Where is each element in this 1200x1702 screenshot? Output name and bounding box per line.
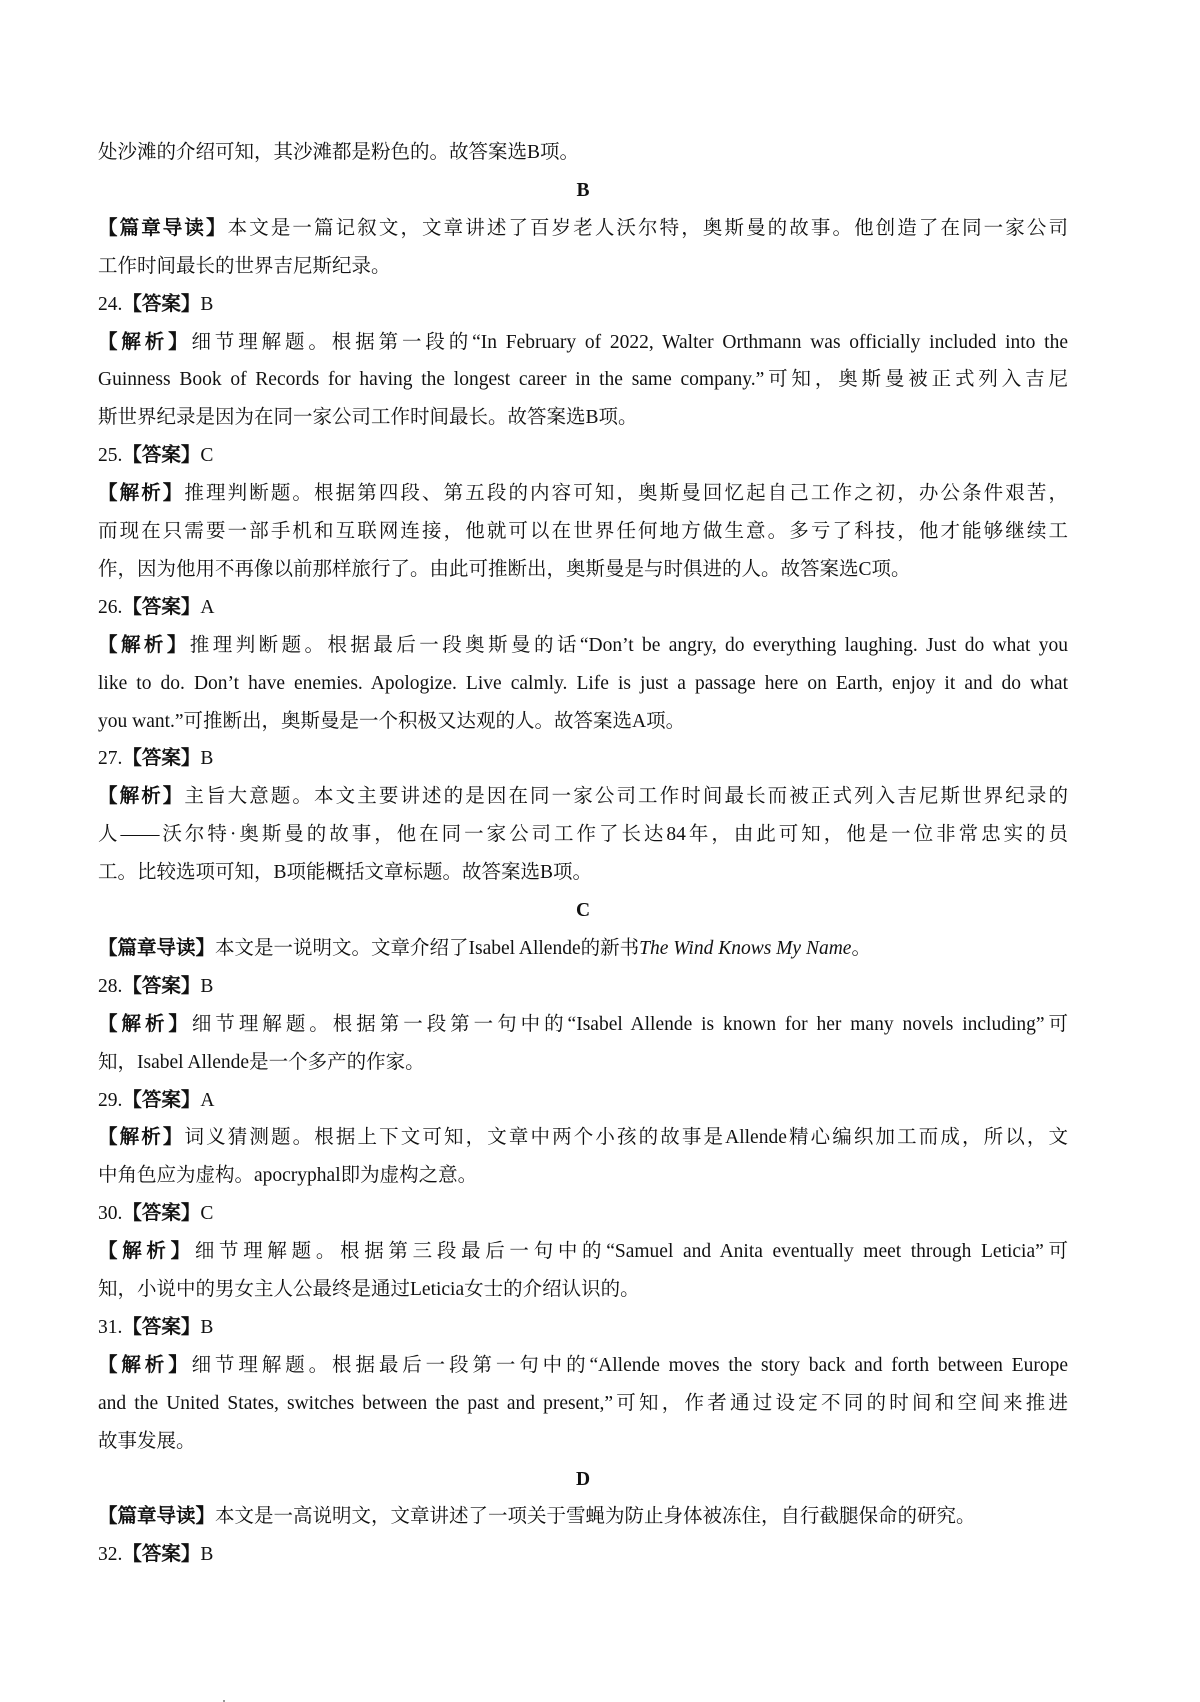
text-segment: 29. (98, 1089, 123, 1111)
text-line (98, 744, 1068, 774)
text-line (98, 820, 1068, 850)
label-bold: 【答案】 (122, 1089, 201, 1111)
text-line (98, 1199, 1068, 1229)
text-line (98, 1313, 1068, 1343)
text-line (98, 365, 1068, 395)
text-line (98, 517, 1068, 547)
text-segment: and the United States, switches between the past and present,”可知，作者通过设定不同的时间和空间来推进 (98, 1392, 1068, 1414)
text-line (98, 593, 1068, 623)
text-line (98, 479, 1068, 509)
text-line (98, 138, 1068, 168)
text-line (98, 631, 1068, 661)
text-segment: 人——沃尔特·奥斯曼的故事，他在同一家公司工作了长达84年，由此可知，他是一位非常忠实的员 (98, 824, 1068, 846)
section-heading (98, 176, 1068, 206)
text-line (98, 252, 1068, 282)
label-bold: 【篇章导读】 (98, 1506, 216, 1528)
text-line (98, 441, 1068, 471)
text-segment: 主旨大意题。本文主要讲述的是因在同一家公司工作时间最长而被正式列入吉尼斯世界纪录的 (184, 786, 1068, 808)
text-segment: 词义猜测题。根据上下文可知，文章中两个小孩的故事是Allende精心编织加工而成，所以，文 (184, 1127, 1068, 1149)
text-segment: 24. (98, 293, 123, 315)
text-segment: 故事发展。 (98, 1430, 196, 1452)
text-segment: 细节理解题。根据第一段的“In February of 2022, Walter Orthmann was officially included into the (191, 331, 1068, 353)
label-bold: 【解析】 (98, 331, 192, 353)
text-line (98, 328, 1068, 358)
text-segment: 25. (98, 445, 123, 467)
text-line (98, 1540, 1068, 1570)
text-segment: B (200, 293, 214, 315)
text-segment: 本文是一说明文。文章介绍了Isabel Allende的新书 (215, 937, 640, 959)
text-segment: 作，因为他用不再像以前那样旅行了。由此可推断出，奥斯曼是与时俱进的人。故答案选C项。 (98, 558, 911, 580)
label-bold: 【篇章导读】 (98, 937, 216, 959)
text-segment: B (200, 1544, 214, 1566)
text-line (98, 555, 1068, 585)
text-segment: 处沙滩的介绍可知，其沙滩都是粉色的。故答案选B项。 (98, 142, 580, 163)
text-segment: A (200, 1089, 215, 1111)
text-line (98, 1275, 1068, 1305)
text-line (98, 669, 1068, 699)
text-segment: 细节理解题。根据第三段最后一句中的“Samuel and Anita eventually meet through Leticia”可 (194, 1241, 1068, 1263)
text-segment: 工作时间最长的世界吉尼斯纪录。 (98, 255, 391, 277)
section-heading (98, 1465, 1068, 1495)
text-line (98, 972, 1068, 1002)
text-line (98, 1123, 1068, 1153)
text-line (98, 290, 1068, 320)
text-line (98, 858, 1068, 888)
text-segment: Guinness Book of Records for having the longest career in the same company.”可知，奥斯曼被正式列入吉尼 (98, 369, 1068, 391)
text-segment: 知，小说中的男女主人公最终是通过Leticia女士的介绍认识的。 (98, 1279, 640, 1300)
text-segment: B (576, 179, 590, 201)
text-segment: B (200, 1316, 214, 1338)
text-segment: 细节理解题。根据第一段第一句中的“Isabel Allende is known for her many novels including”可 (191, 1013, 1068, 1035)
text-line (98, 1502, 1068, 1532)
text-segment: C (200, 445, 214, 467)
label-bold: 【篇章导读】 (98, 217, 228, 239)
label-bold: 【答案】 (122, 293, 201, 315)
text-segment: 32. (98, 1544, 123, 1566)
text-segment: A (200, 596, 215, 618)
text-line (98, 1048, 1068, 1078)
label-bold: 【解析】 (98, 1127, 185, 1149)
text-segment: 知，Isabel Allende是一个多产的作家。 (98, 1051, 425, 1073)
text-segment: 而现在只需要一部手机和互联网连接，他就可以在世界任何地方做生意。多亏了科技，他才能够继续工 (98, 521, 1068, 542)
text-segment: 中角色应为虚构。apocryphal即为虚构之意。 (98, 1165, 478, 1187)
label-bold: 【解析】 (98, 1013, 192, 1035)
text-segment: B (200, 748, 214, 770)
label-bold: 【解析】 (98, 786, 185, 808)
text-segment: 30. (98, 1203, 123, 1225)
label-bold: 【答案】 (122, 596, 201, 618)
label-bold: 【答案】 (122, 1203, 201, 1225)
text-line (98, 214, 1068, 244)
text-line (98, 934, 1068, 964)
text-segment: 细节理解题。根据最后一段第一句中的“Allende moves the story back and forth between Europe (191, 1354, 1068, 1376)
text-segment: 。 (851, 937, 871, 959)
text-segment: 本文是一高说明文，文章讲述了一项关于雪蝇为防止身体被冻住，自行截腿保命的研究。 (215, 1506, 976, 1528)
text-line (98, 1010, 1068, 1040)
text-line (98, 1427, 1068, 1457)
text-segment: C (200, 1203, 214, 1225)
text-segment: 26. (98, 596, 123, 618)
text-segment: 推理判断题。根据第四段、第五段的内容可知，奥斯曼回忆起自己工作之初，办公条件艰苦， (184, 483, 1068, 505)
label-bold: 【答案】 (122, 748, 201, 770)
label-bold: 【答案】 (122, 1544, 201, 1566)
text-segment: 27. (98, 748, 123, 770)
book-title: The Wind Knows My Name (639, 937, 852, 959)
label-bold: 【解析】 (98, 1354, 192, 1376)
text-segment: 31. (98, 1316, 123, 1338)
label-bold: 【答案】 (122, 1316, 201, 1338)
label-bold: 【答案】 (122, 975, 201, 997)
text-line (98, 403, 1068, 433)
label-bold: 【答案】 (122, 445, 201, 467)
label-bold: 【解析】 (98, 634, 190, 656)
text-segment: you want.”可推断出，奥斯曼是一个积极又达观的人。故答案选A项。 (98, 710, 686, 732)
section-heading (98, 896, 1068, 926)
label-bold: 【解析】 (98, 483, 185, 505)
text-segment: 斯世界纪录是因为在同一家公司工作时间最长。故答案选B项。 (98, 407, 638, 429)
text-line (98, 1351, 1068, 1381)
text-line (98, 782, 1068, 812)
text-segment: 本文是一篇记叙文，文章讲述了百岁老人沃尔特，奥斯曼的故事。他创造了在同一家公司 (227, 217, 1068, 239)
text-line (98, 707, 1068, 737)
text-segment: C (575, 900, 591, 921)
text-segment: like to do. Don’t have enemies. Apologize. Live calmly. Life is just a passage here on Earth, enjoy it and do what (98, 672, 1068, 694)
text-line (98, 1086, 1068, 1116)
text-line (98, 1161, 1068, 1191)
label-bold: 【解析】 (98, 1241, 195, 1263)
text-segment: 28. (98, 975, 123, 997)
text-segment: 推理判断题。根据最后一段奥斯曼的话“Don’t be angry, do everything laughing. Just do what you (189, 634, 1068, 656)
text-line (98, 1237, 1068, 1267)
text-segment: B (200, 975, 214, 997)
text-segment: D (575, 1468, 591, 1490)
text-segment: 工。比较选项可知，B项能概括文章标题。故答案选B项。 (98, 862, 593, 884)
text-line (98, 1389, 1068, 1419)
